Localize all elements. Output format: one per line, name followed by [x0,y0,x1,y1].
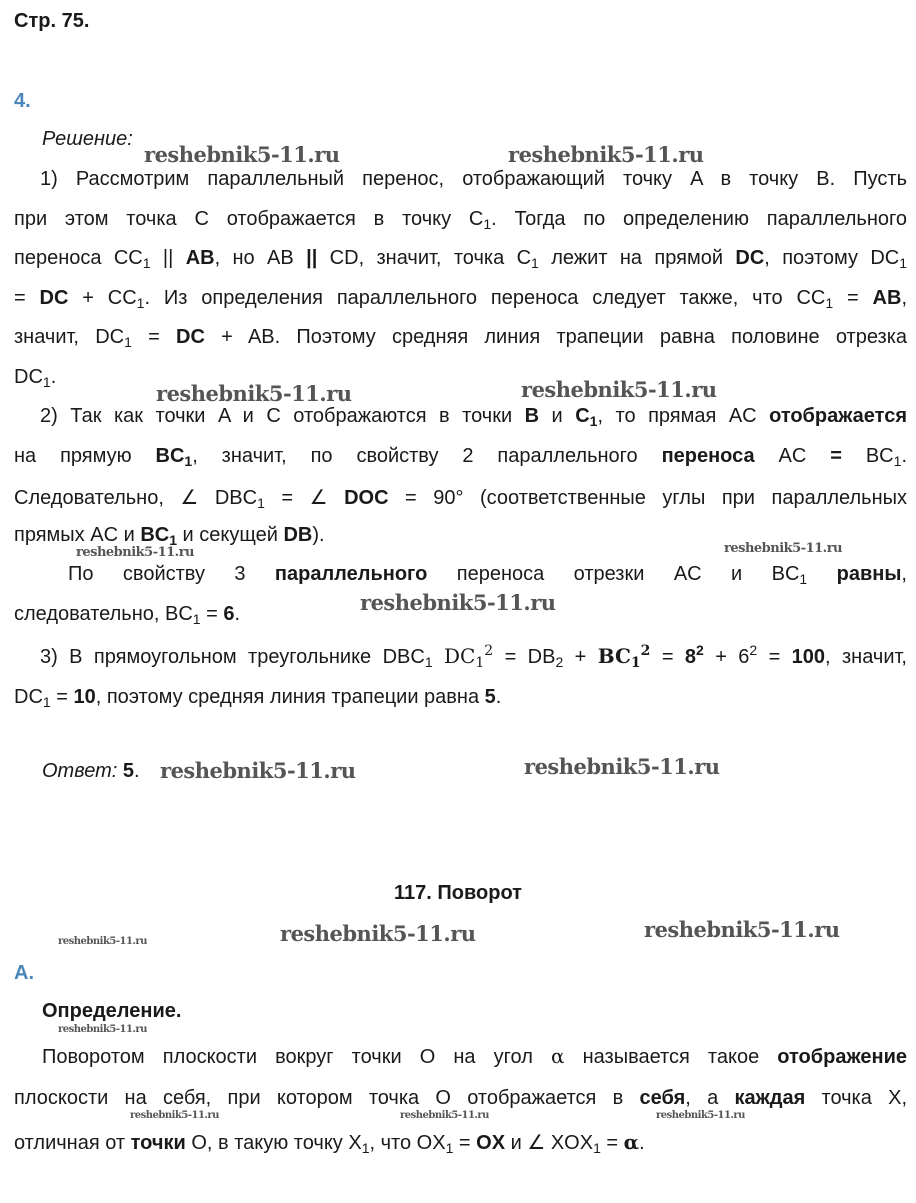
watermark: reshebnik5-11.ru [160,758,356,783]
solution-line: Следовательно, ∠ $DBC_1$ = ∠ DOC = 90° (соответственные углы при параллельных [14,487,908,511]
solution-line: $DC_1$. [14,366,57,390]
watermark: reshebnik5-11.ru [524,754,720,779]
solution-line: $DC_1 = 10$, поэтому средняя линия трапеции равна 5. [14,686,502,710]
solution-line: следовательно, $BC_1 = 6$. [14,603,241,627]
solution-line: при этом точка C отображается в точку $C_1$. Тогда по определению параллельного [14,208,907,232]
watermark: reshebnik5-11.ru [400,1110,489,1121]
definition-line: Поворотом плоскости вокруг точки O на угол α называется такое отображение [42,1044,907,1068]
solution-line: По свойству 3 параллельного переноса отрезки AC и $BC_1$ равны, [68,563,907,587]
definition-label: Определение. [42,1000,182,1022]
solution-line: переноса $CC_1$ || AB, но AB || CD, значит, точка $C_1$ лежит на прямой DC, поэтому $DC_1$ [14,247,907,271]
watermark: reshebnik5-11.ru [156,381,352,406]
watermark: reshebnik5-11.ru [144,142,340,167]
solution-line: на прямую $BC_1$, значит, по свойству 2 параллельного переноса AC = $BC_1$. [14,445,907,469]
watermark: reshebnik5-11.ru [360,590,556,615]
solution-label: Решение: [42,128,133,150]
solution-line: значит, $DC_1$ = DC + AB. Поэтому средняя линия трапеции равна половине отрезка [14,326,907,350]
watermark: reshebnik5-11.ru [656,1110,745,1121]
definition-line: плоскости на себя, при котором точка O отображается в себя, а каждая точка X, [14,1087,908,1109]
watermark: reshebnik5-11.ru [644,917,840,942]
solution-line: 1) Рассмотрим параллельный перенос, отображающий точку A в точку B. Пусть [40,168,907,190]
formula-dc1-squared: $DC_1^2$ [444,643,494,671]
watermark: reshebnik5-11.ru [521,377,717,402]
watermark: reshebnik5-11.ru [724,541,843,556]
watermark: reshebnik5-11.ru [58,936,147,947]
solution-line: прямых AC и $BC_1$ и секущей DB). [14,524,325,548]
section-letter: A. [14,962,34,984]
watermark: reshebnik5-11.ru [76,545,195,560]
solution-line: = DC + $CC_1$. Из определения параллельного переноса следует также, что $CC_1$ = AB, [14,287,907,311]
section-title: 117. Поворот [394,882,522,904]
definition-line: отличная от точки O, в такую точку $X_1$, что $OX_1$ = OX и ∠ $XOX_1 = \alpha$. [14,1130,645,1156]
watermark: reshebnik5-11.ru [508,142,704,167]
watermark: reshebnik5-11.ru [280,921,476,946]
watermark: reshebnik5-11.ru [130,1110,219,1121]
answer: Ответ: 5. [42,760,140,782]
formula-bc1-squared: $BC_1^2$ [597,643,651,671]
page-header: Стр. 75. [14,10,90,32]
watermark: reshebnik5-11.ru [58,1024,147,1035]
solution-line: 3) В прямоугольном треугольнике $DBC_1$ $DC_1^2 = DB_2 + BC_1^2 = 8^2 + 6^2 = 100$, значит, [40,642,907,671]
task-number: 4. [14,90,31,112]
solution-line: 2) Так как точки A и C отображаются в точки B и $C_1$, то прямая AC отображается [40,405,907,429]
